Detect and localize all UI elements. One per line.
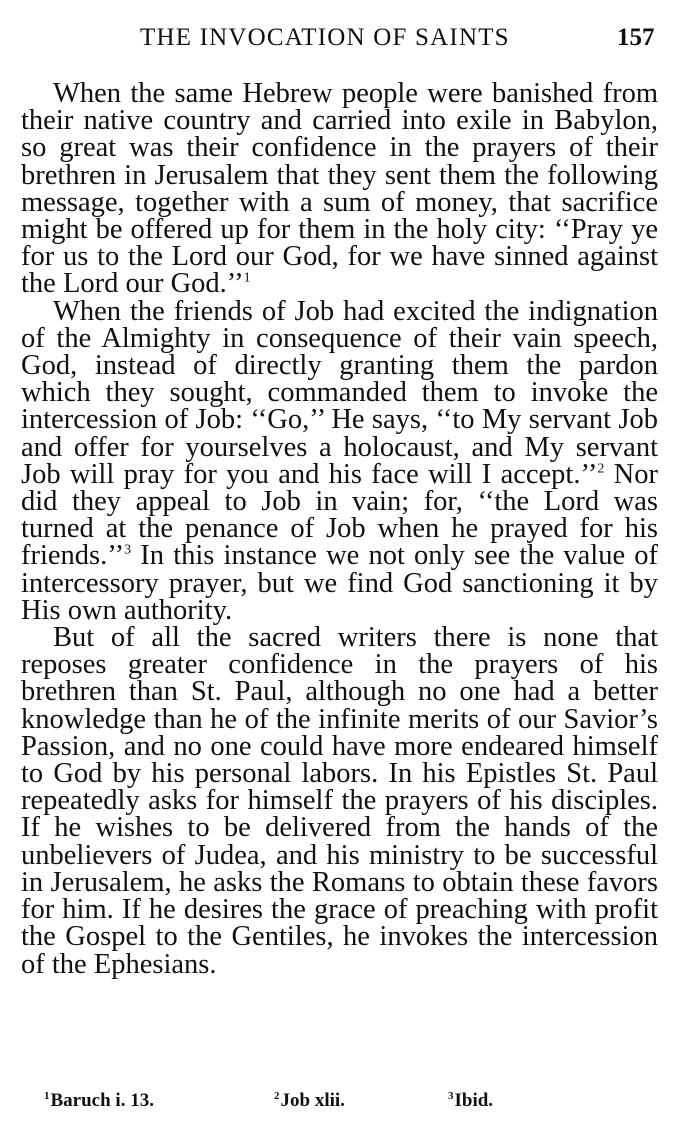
footnote-mark: 1	[44, 1089, 50, 1102]
paragraph-text: Nor did they appeal to Job in vain; for, ‘‘the Lord was turned at the penance of Job when he prayed for his friends.’’	[21, 458, 659, 572]
paragraph-text: When the same Hebrew people were banished from their native country and carried into exile in Babylon, so great was their confidence in the prayers of their brethren in Jerusalem that they sent them the following message, together with a sum of money, that sacrifice might be offered up for them in the holy city: ‘‘Pray ye for us to the Lord our God, for we have sinned against the Lord our God.’’	[21, 78, 658, 300]
footnote-mark: 2	[274, 1089, 280, 1102]
footnote	[274, 1090, 345, 1112]
page-number: 157	[617, 24, 655, 51]
paragraph	[21, 80, 658, 298]
footnote-reference: 3	[124, 542, 132, 558]
footnote-text: Ibid.	[454, 1090, 494, 1111]
paragraph	[21, 624, 658, 978]
paragraph	[21, 295, 659, 626]
paragraph-text: But of all the sacred writers there is none that reposes greater confidence in the prayers of his brethren than St. Paul, although no one had a better knowledge than he of the infinite merits of our Savior’s Passion, and no one could have more endeared himself to God by his personal labors. In his Epistles St. Paul repeatedly asks for himself the prayers of his disciples. If he wishes to be delivered from the hands of the unbelievers of Judea, and his ministry to be successful in Jerusalem, he asks the Romans to obtain these favors for him. If he desires the grace of preaching with profit the Gospel to the Gentiles, he invokes the intercession of the Ephesians.	[21, 622, 658, 980]
footnote-reference: 2	[597, 461, 605, 477]
footnote-reference: 1	[243, 270, 251, 286]
page-header	[0, 24, 697, 58]
body-text	[21, 80, 658, 978]
paragraph-text: When the friends of Job had excited the indignation of the Almighty in consequence of their vain speech, God, instead of directly granting them the pardon which they sought, commanded them to invoke the intercession of Job: ‘‘Go,’’ He says, ‘‘to My servant Job and offer for yourselves a holocaust, and My servant Job will pray for you and his face will I accept.’’	[21, 295, 658, 490]
footnote-text: Baruch i. 13.	[50, 1090, 154, 1111]
footnote	[44, 1090, 154, 1112]
footnote-mark: 3	[448, 1089, 454, 1102]
footnotes	[44, 1090, 674, 1116]
footnote-text: Job xlii.	[280, 1090, 345, 1111]
footnote	[448, 1090, 493, 1112]
running-head: THE INVOCATION OF SAINTS	[140, 24, 510, 51]
paragraph-text: In this instance we not only see the value of intercessory prayer, but we find God sanctioning it by His own authority.	[21, 540, 658, 626]
